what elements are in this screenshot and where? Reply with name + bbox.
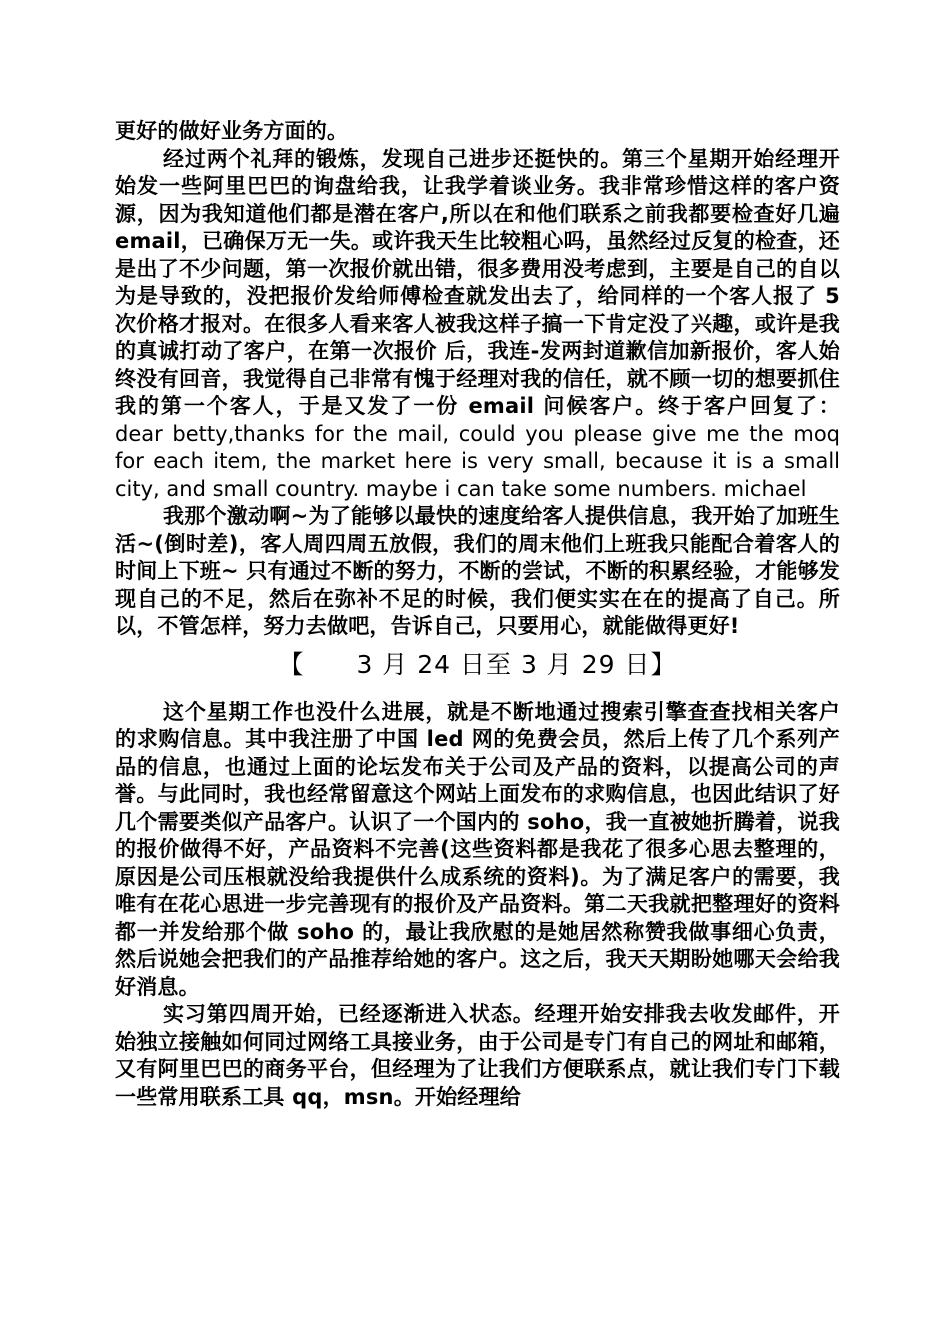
paragraph-continuation: 更好的做好业务方面的。: [115, 119, 349, 143]
paragraph-week3-text: 经过两个礼拜的锻炼，发现自己进步还挺快的。第三个星期开始经理开始发一些阿里巴巴的询盘给我，让我学着谈业务。我非常珍惜这样的客户资源，因为我知道他们都是潜在客户,所以在和他们联系之前我都要检查好几遍 email，已确保万无一失。或许我天生比较粗心吗，虽然经过反复的检查，还是出了不少问题，第一次报价就出错，很多费用没考虑到，主要是自己的自以为是导致的，没把报价发给师傅检查就发出去了，给同样的一个客人报了 5 次价格才报对。在很多人看来客人被我这样子搞一下肯定没了兴趣，或许是我的真诚打动了客户，在第一次报价 后，我连-发两封道歉信加新报价，客人始终没有回音，我觉得自己非常有愧于经理对我的信任，就不顾一切的想要抓住我的第一个客人，于是又发了一份 email 问候客户。终于客户回复了：: [115, 146, 840, 418]
paragraph-week-search: 这个星期工作也没什么进展，就是不断地通过搜索引擎查查找相关客户的求购信息。其中我注册了中国 led 网的免费会员，然后上传了几个系列产品的信息，也通过上面的论坛发布关于公司及产品的资料，以提高公司的声誉。与此同时，我也经常留意这个网站上面发布的求购信息，也因此结识了好几个需要类似产品客户。认识了一个国内的 soho，我一直被她折腾着，说我的报价做得不好，产品资料不完善(这些资料都是我花了很多心思去整理的，原因是公司压根就没给我提供什么成系统的资料)。为了满足客户的需要，我唯有在花心思进一步完善现有的报价及产品资料。第二天我就把整理好的资料都一并发给那个做 soho 的，最让我欣慰的是她居然称赞我做事细心负责，然后说她会把我们的产品推荐给她的客户。这之后，我天天期盼她哪天会给我好消息。: [115, 699, 840, 999]
email-quote: dear betty,thanks for the mail, could you please give me the moq for each item, the market here is very small, because it is a small city, and small country. maybe i can take some numbers. michael: [115, 421, 840, 501]
paragraph-week3: [115, 146, 840, 504]
paragraph-reflection: 我那个激动啊~为了能够以最快的速度给客人提供信息，我开始了加班生活~(倒时差)，客人周四周五放假，我们的周末他们上班我只能配合着客人的时间上下班~ 只有通过不断的努力，不断的尝试，不断的积累经验，才能够发现自己的不足，然后在弥补不足的时候，我们便实实在在的提高了自己。所以，不管怎样，努力去做吧，告诉自己，只要用心，就能做得更好!: [115, 504, 840, 638]
document-body: [115, 118, 840, 1111]
date-range-heading: 【 3 月 24 日至 3 月 29 日】: [278, 649, 677, 679]
paragraph-week4: 实习第四周开始，已经逐渐进入状态。经理开始安排我去收发邮件，开始独立接触如何同过网络工具接业务，由于公司是专门有自己的网址和邮箱，又有阿里巴巴的商务平台，但经理为了让我们方便联系点，就让我们专门下载一些常用联系工具 qq，msn。开始经理给: [115, 1002, 840, 1109]
